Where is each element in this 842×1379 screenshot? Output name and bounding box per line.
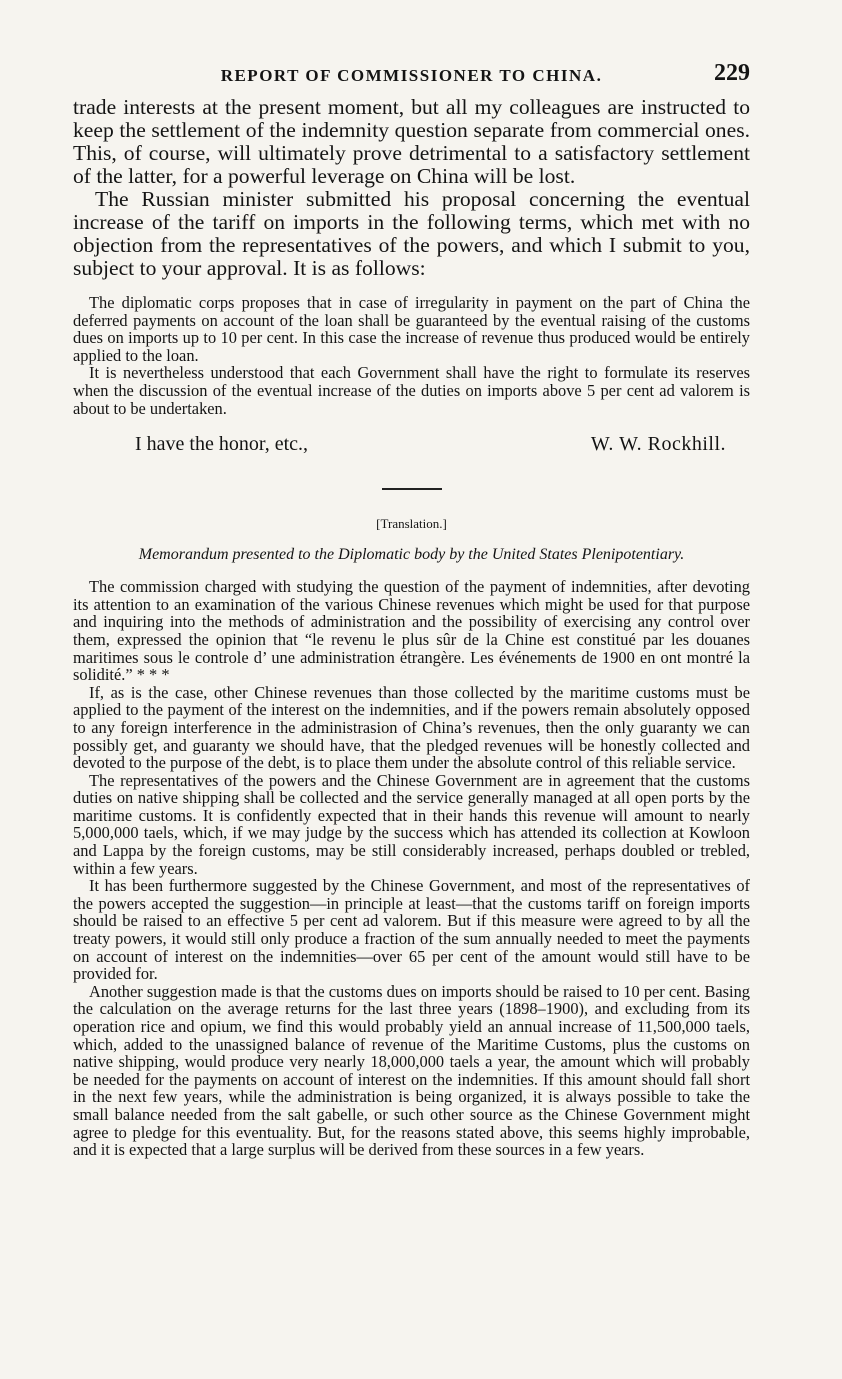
memo-paragraph: If, as is the case, other Chinese revenues than those collected by the maritime customs must be applied to the payment of the interest on the indemnities, and if the powers remain absolutely opposed to any foreign interference in the administrasion of China’s revenues, then the only guaranty we can possibly get, and guaranty we should have, that the pledged revenues will be honestly collected and devoted to the purpose of the debt, is to place them under the absolute control of this reliable service. (73, 682, 750, 773)
letter-body (73, 96, 750, 280)
memorandum-title: Memorandum presented to the Diplomatic body by the United States Plenipotentiary. (138, 546, 685, 564)
translation-label: [Translation.] (376, 516, 447, 532)
closing-line: I have the honor, etc., (135, 433, 309, 456)
page-number: 229 (714, 60, 750, 86)
running-header (73, 62, 750, 96)
section-divider (382, 488, 442, 490)
body-paragraph: trade interests at the present moment, but all my colleagues are instructed to keep the settlement of the indemnity question separate from commercial ones. This, of course, will ultimately prove detrimental to a satisfactory settlement of the latter, for a powerful leverage on China will be lost. (73, 95, 750, 188)
memo-paragraph: The representatives of the powers and the Chinese Government are in agreement that the customs duties on native shipping shall be collected and the service generally managed at all open ports by the maritime customs. It is confidently expected that in their hands this revenue will amount to nearly 5,000,000 taels, which, if we may judge by the success which has attended its collection at Kowloon and Lappa by the foreign customs, may be still considerably increased, perhaps doubled or trebled, within a few years. (73, 770, 750, 878)
memo-paragraph: It has been furthermore suggested by the Chinese Government, and most of the representatives of the powers accepted the suggestion—in principle at least—that the customs tariff on foreign imports should be raised to an effective 5 per cent ad valorem. But if this measure were agreed to by all the treaty powers, it would still only produce a fraction of the sum annually needed to meet the payments on account of interest on the indemnities—over 65 per cent of the amount would still have to be provided for. (73, 876, 750, 984)
quoted-proposal (73, 294, 750, 417)
document-page (73, 62, 750, 1159)
quote-paragraph: It is nevertheless understood that each Government shall have the right to formulate its reserves when the discussion of the eventual increase of the duties on imports above 5 per cent ad valorem is about to be undertaken. (73, 363, 750, 418)
signoff (73, 433, 750, 456)
memo-paragraph: The commission charged with studying the question of the payment of indemnities, after devoting its attention to an examination of the various Chinese revenues which might be used for that purpose and inquiring into the methods of administration and the possibility of exercising any control over them, expressed the opinion that “le revenu le plus sûr de la Chine est constitué par les douanes maritimes sous le controle d’ une administration étrangère. Les événements de 1900 en ont montré la solidité.” * * * (73, 577, 750, 685)
memorandum-body (73, 578, 750, 1159)
memo-paragraph: Another suggestion made is that the customs dues on imports should be raised to 10 per cent. Basing the calculation on the average returns for the last three years (1898–1900), and excluding from its operation rice and opium, we find this would probably yield an annual increase of 11,500,000 taels, which, added to the unassigned balance of revenue of the Maritime Customs, plus the customs on native shipping, would produce very nearly 18,000,000 taels a year, the amount which will probably be needed for the payments on account of interest on the indemnities. If this amount should fall short in the next few years, while the administration is being organized, it is always possible to take the small balance needed from the salt gabelle, or such other source as the Chinese Government might agree to pledge for this eventuality. But, for the reasons stated above, this seems highly improbable, and it is expected that a large surplus will be derived from these sources in a few years. (73, 981, 750, 1160)
quote-paragraph: The diplomatic corps proposes that in case of irregularity in payment on the part of China the deferred payments on account of the loan shall be guaranteed by the eventual raising of the customs dues on imports up to 10 per cent. In this case the increase of revenue thus produced would be entirely applied to the loan. (73, 293, 750, 365)
signature: W. W. Rockhill. (590, 433, 726, 456)
running-title: REPORT OF COMMISSIONER TO CHINA. (220, 66, 603, 85)
body-paragraph: The Russian minister submitted his proposal concerning the eventual increase of the tariff on imports in the following terms, which met with no objection from the representatives of the powers, and which I submit to you, subject to your approval. It is as follows: (73, 187, 750, 280)
